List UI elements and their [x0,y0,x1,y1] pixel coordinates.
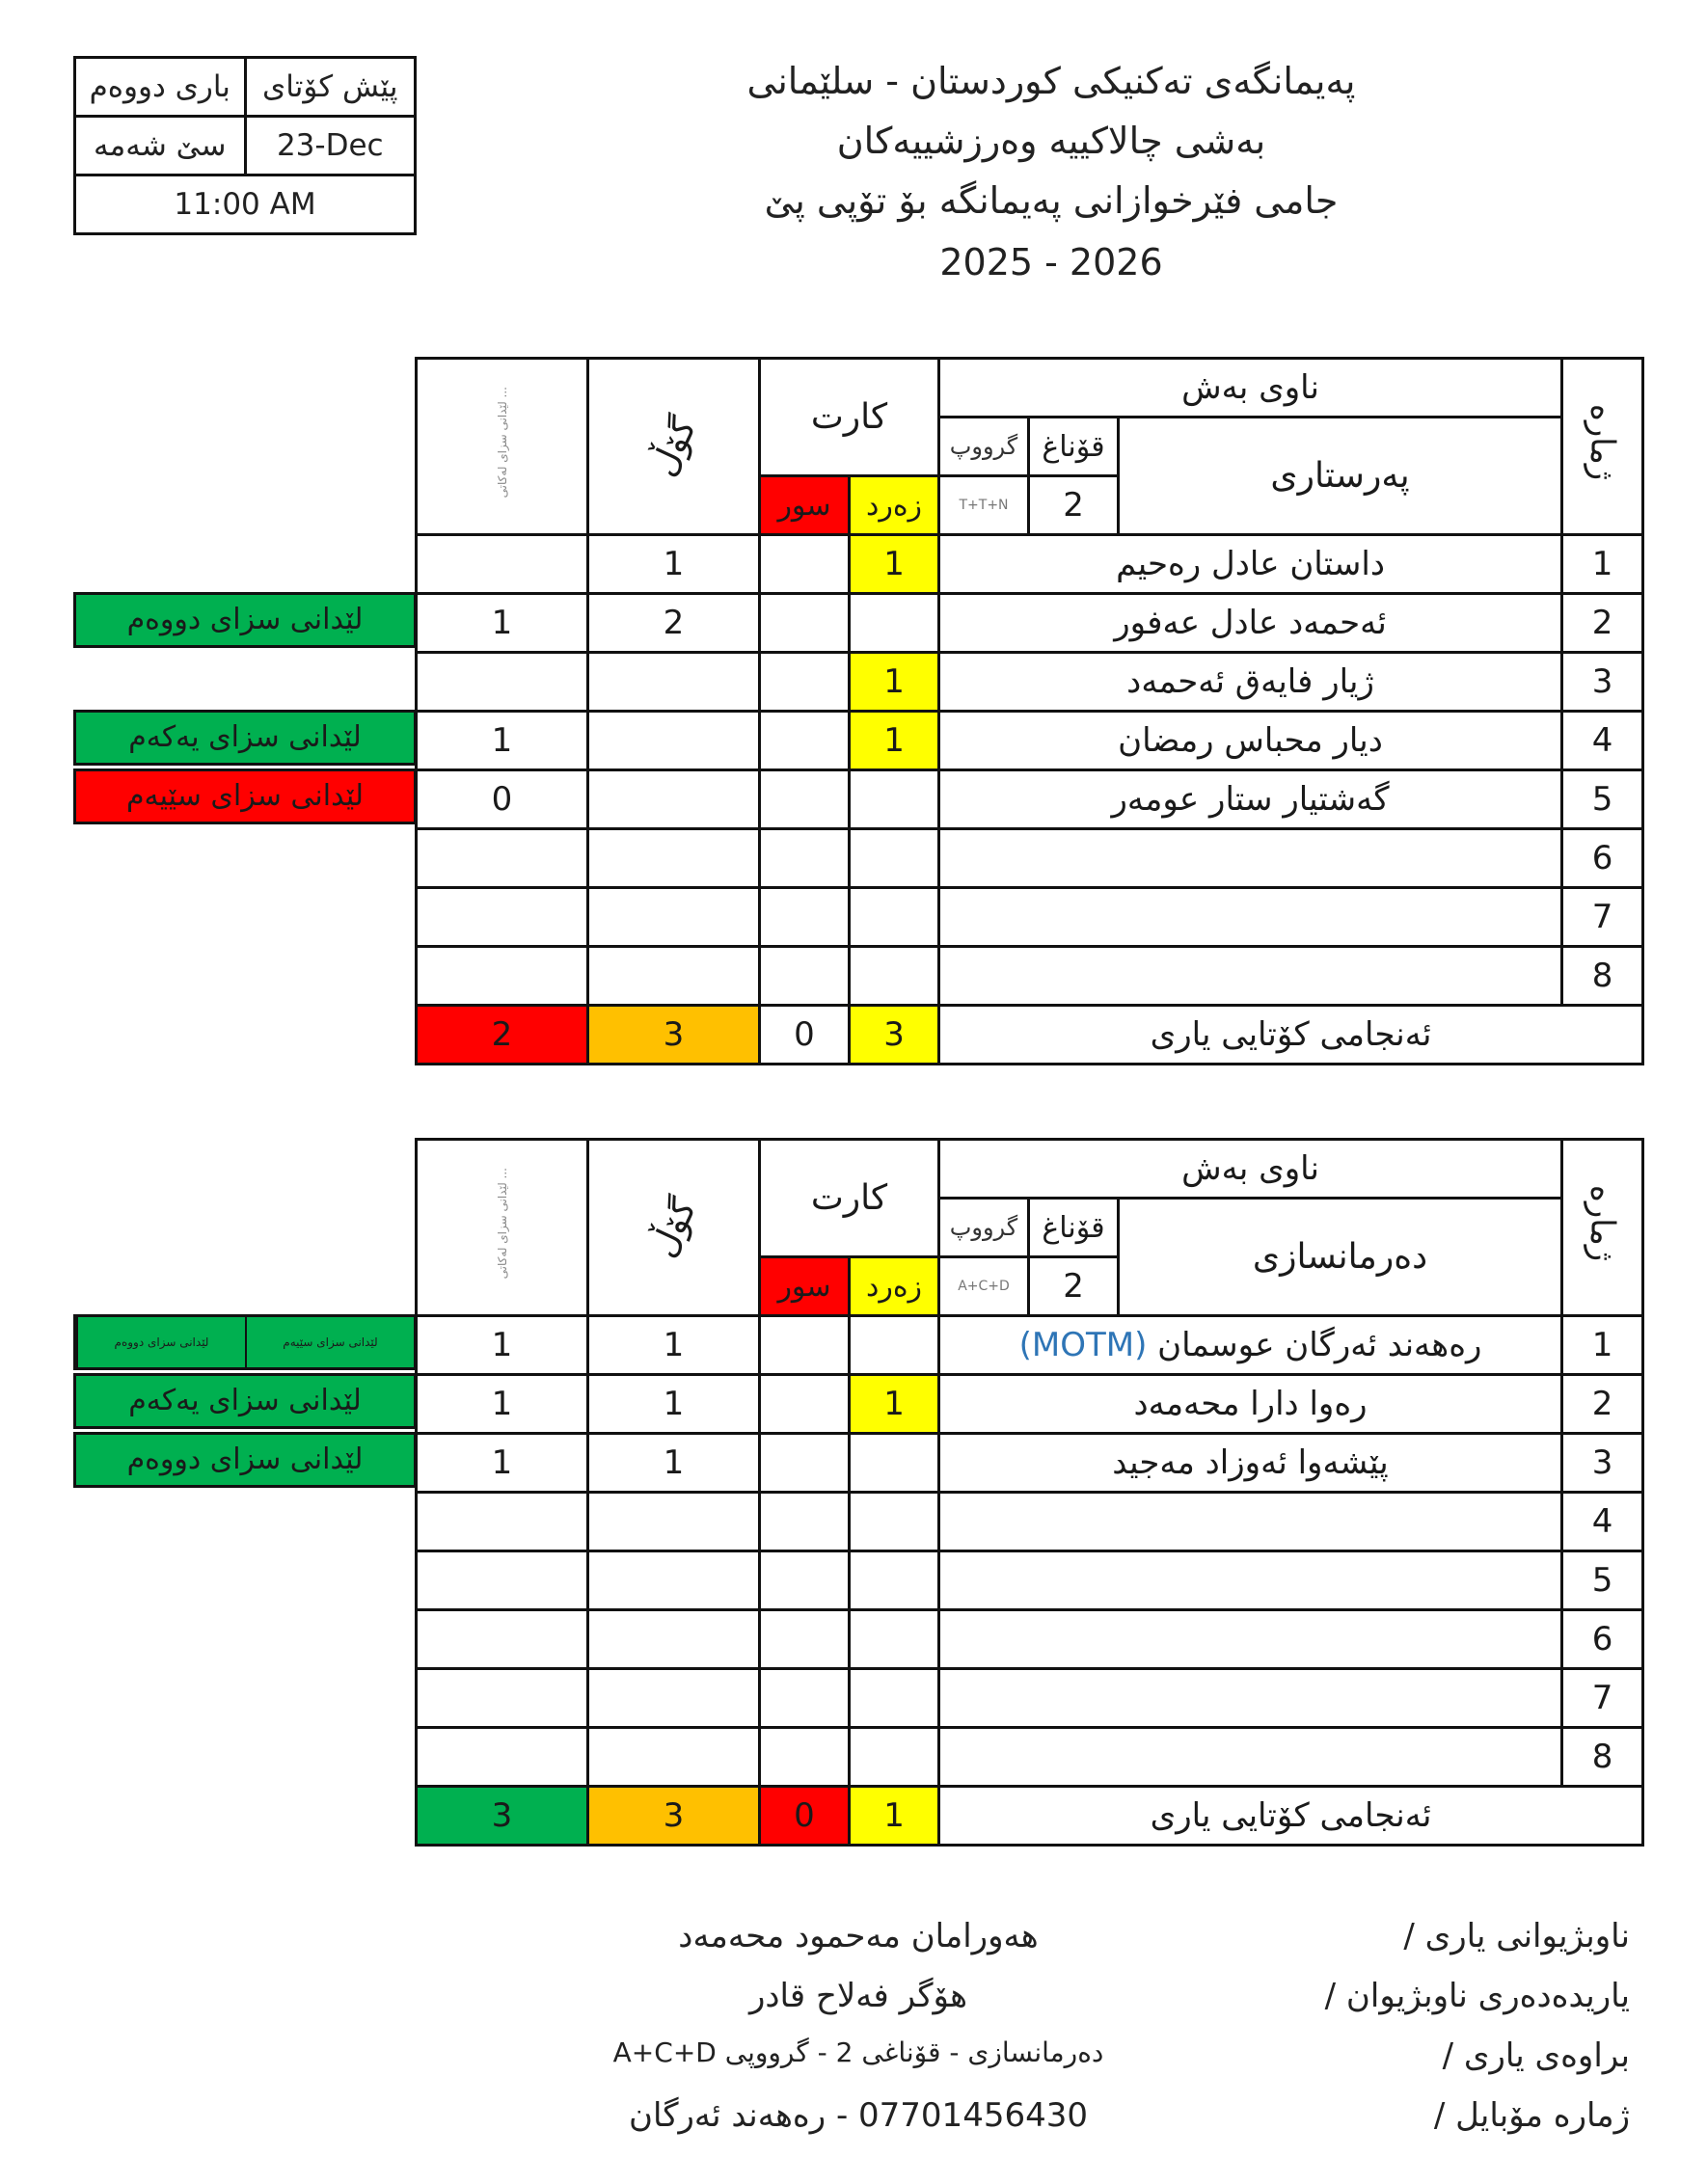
penalty-header: لێدانی سزای لەکاتی ... [417,1140,588,1316]
player-number: 6 [1562,1610,1643,1669]
yellow-card-cell [850,829,939,888]
total-goals: 3 [588,1006,760,1065]
stage-value: 2 [1029,476,1119,535]
player-name [939,1669,1562,1728]
goals-cell: 1 [588,535,760,594]
penalty-status-badge: لێدانی سزای یەکەم [73,710,417,766]
player-name: ژیار فایەق ئەحمەد [939,653,1562,712]
goals-cell [588,1669,760,1728]
goals-cell [588,712,760,770]
player-name [939,1493,1562,1551]
assistant-name: هۆگر فەلاح قادر [748,1977,968,2015]
winner-label: براوەی یاری / [1442,2036,1630,2075]
table-row [417,829,1643,888]
red-card-cell [760,1551,850,1610]
red-card-header: سور [760,476,850,535]
motm-badge: (MOTM) [1018,1326,1148,1364]
player-number: 6 [1562,829,1643,888]
goals-cell [588,1610,760,1669]
yellow-card-cell [850,1610,939,1669]
table-row [417,712,1643,770]
card-header: کارت [760,1140,939,1257]
penalty-cell [417,947,588,1006]
player-number: 7 [1562,888,1643,947]
table-row [417,1493,1643,1551]
player-name [939,947,1562,1006]
penalty-status-split [73,1314,417,1370]
penalty-cell: 1 [417,594,588,653]
goals-cell [588,947,760,1006]
group-label: گرووپ [939,1199,1029,1257]
yellow-card-cell [850,1669,939,1728]
yellow-card-cell: 1 [850,535,939,594]
department-name: پەرستاری [1119,418,1562,535]
player-name [939,829,1562,888]
goals-cell: 1 [588,1434,760,1493]
penalty-cell [417,888,588,947]
penalty-cell: 1 [417,1434,588,1493]
penalty-cell [417,1551,588,1610]
yellow-card-cell [850,1493,939,1551]
goals-cell [588,1493,760,1551]
table-row [417,1551,1643,1610]
referee-name: هەورامان مەحمود محەمەد [678,1917,1039,1955]
total-yellow: 3 [850,1006,939,1065]
red-card-cell [760,1610,850,1669]
match-info-box [73,56,417,235]
red-card-cell [760,1434,850,1493]
penalty-status-badge: لێدانی سزای دووەم [73,592,417,648]
header-year: 2025 - 2026 [939,241,1163,283]
player-name: گەشتیار ستار عومەر [939,770,1562,829]
player-name: داستان عادل رەحیم [939,535,1562,594]
player-number: 8 [1562,947,1643,1006]
goals-cell: 1 [588,1375,760,1434]
yellow-card-cell: 1 [850,653,939,712]
player-name [939,1610,1562,1669]
total-penalties: 3 [417,1787,588,1846]
group-label: گرووپ [939,418,1029,476]
team1-rows [417,535,1643,1006]
red-card-header: سور [760,1257,850,1316]
penalty-status-badge: لێدانی سزای یەکەم [73,1373,417,1429]
team-name-header: ناوی بەش [939,1140,1562,1199]
penalty-cell [417,535,588,594]
yellow-card-cell: 1 [850,712,939,770]
table-row [417,653,1643,712]
player-number: 8 [1562,1728,1643,1787]
phone-label: ژمارە مۆبایل / [1433,2096,1630,2135]
team2-rows [417,1316,1643,1787]
stage-value: 2 [1029,1257,1119,1316]
total-goals: 3 [588,1787,760,1846]
player-name: پێشەوا ئەوزاد مەجید [939,1434,1562,1493]
player-name: رەوا دارا محەمەد [939,1375,1562,1434]
player-name: دیار محباس رمضان [939,712,1562,770]
red-card-cell [760,1375,850,1434]
yellow-card-cell [850,594,939,653]
table-row [417,535,1643,594]
team1-table [415,357,1644,1065]
header-institute: پەیمانگەی تەکنیکی کوردستان - سلێمانی [746,60,1356,102]
player-name [939,1728,1562,1787]
goals-cell [588,888,760,947]
goal-header: گۆڵ [588,1140,760,1316]
number-header: ژمارە [1562,1140,1643,1316]
red-card-cell [760,829,850,888]
goals-cell [588,653,760,712]
player-number: 5 [1562,770,1643,829]
table-row [417,594,1643,653]
player-number: 4 [1562,1493,1643,1551]
yellow-card-cell [850,888,939,947]
total-red: 0 [760,1006,850,1065]
penalty-status-part: لێدانی سزای سێیەم [245,1317,414,1367]
penalty-cell [417,1728,588,1787]
group-value: T+T+N [939,476,1029,535]
goals-cell: 2 [588,594,760,653]
total-label: ئەنجامی کۆتایی یاری [939,1006,1643,1065]
player-number: 4 [1562,712,1643,770]
yellow-card-cell [850,947,939,1006]
red-card-cell [760,1728,850,1787]
date-cell: 23-Dec [245,117,416,175]
yellow-card-header: زەرد [850,476,939,535]
total-label: ئەنجامی کۆتایی یاری [939,1787,1643,1846]
player-name [939,888,1562,947]
penalty-status-part: لێدانی سزای دووەم [76,1317,245,1367]
red-card-cell [760,770,850,829]
department-name: دەرمانسازی [1119,1199,1562,1316]
penalty-header: لێدانی سزای لەکاتی ... [417,359,588,535]
player-name [939,1551,1562,1610]
yellow-card-cell: 1 [850,1375,939,1434]
penalty-cell: 0 [417,770,588,829]
total-yellow: 1 [850,1787,939,1846]
table-row [417,1610,1643,1669]
yellow-card-cell [850,1551,939,1610]
yellow-card-cell [850,1728,939,1787]
penalty-cell [417,1669,588,1728]
header-cup: جامی فێرخوازانی پەیمانگە بۆ تۆپی پێ [764,179,1339,222]
goals-cell [588,1728,760,1787]
red-card-cell [760,1316,850,1375]
penalty-cell [417,829,588,888]
table-row [417,888,1643,947]
stage-label: قۆناغ [1029,418,1119,476]
goals-cell [588,1551,760,1610]
table-row [417,1434,1643,1493]
number-header: ژمارە [1562,359,1643,535]
player-number: 2 [1562,1375,1643,1434]
table-row [417,1669,1643,1728]
stage-label: قۆناغ [1029,1199,1119,1257]
winner-value: دەرمانسازی - قۆناغی 2 - گرووپی A+C+D [612,2036,1104,2068]
red-card-cell [760,712,850,770]
player-number: 3 [1562,1434,1643,1493]
player-number: 3 [1562,653,1643,712]
card-header: کارت [760,359,939,476]
red-card-cell [760,1493,850,1551]
total-penalties: 2 [417,1006,588,1065]
penalty-cell: 1 [417,712,588,770]
table-row [417,947,1643,1006]
red-card-cell [760,594,850,653]
leg-cell: باری دووەم [75,58,246,117]
table-row [417,770,1643,829]
day-cell: سێ شەمە [75,117,246,175]
yellow-card-cell [850,1434,939,1493]
penalty-cell: 1 [417,1316,588,1375]
penalty-status-badge: لێدانی سزای سێیەم [73,768,417,824]
red-card-cell [760,1669,850,1728]
total-red: 0 [760,1787,850,1846]
table-row [417,1316,1643,1375]
phone-value: 07701456430 - رەهەند ئەرگان [629,2096,1088,2135]
table-row [417,1375,1643,1434]
player-number: 1 [1562,1316,1643,1375]
table-row [417,1728,1643,1787]
time-cell: 11:00 AM [75,175,416,234]
goals-cell [588,770,760,829]
team2-table [415,1138,1644,1847]
goals-cell [588,829,760,888]
yellow-card-header: زەرد [850,1257,939,1316]
red-card-cell [760,535,850,594]
penalty-cell [417,653,588,712]
group-value: A+C+D [939,1257,1029,1316]
penalty-cell: 1 [417,1375,588,1434]
penalty-status-badge: لێدانی سزای دووەم [73,1432,417,1488]
player-name: ئەحمەد عادل عەفور [939,594,1562,653]
penalty-cell [417,1493,588,1551]
yellow-card-cell [850,1316,939,1375]
red-card-cell [760,888,850,947]
yellow-card-cell [850,770,939,829]
player-number: 2 [1562,594,1643,653]
round-cell: پێش کۆتای [245,58,416,117]
player-number: 1 [1562,535,1643,594]
red-card-cell [760,947,850,1006]
red-card-cell [760,653,850,712]
header-department: بەشی چالاکییە وەرزشییەکان [836,120,1266,162]
team-name-header: ناوی بەش [939,359,1562,418]
penalty-cell [417,1610,588,1669]
referee-label: ناوبژیوانی یاری / [1403,1917,1630,1955]
player-number: 7 [1562,1669,1643,1728]
player-name [939,1316,1562,1375]
assistant-label: یاریدەدەری ناوبژیوان / [1324,1977,1630,2015]
goal-header: گۆڵ [588,359,760,535]
goals-cell: 1 [588,1316,760,1375]
player-number: 5 [1562,1551,1643,1610]
player-name-text: رەهەند ئەرگان عوسمان [1157,1326,1482,1364]
